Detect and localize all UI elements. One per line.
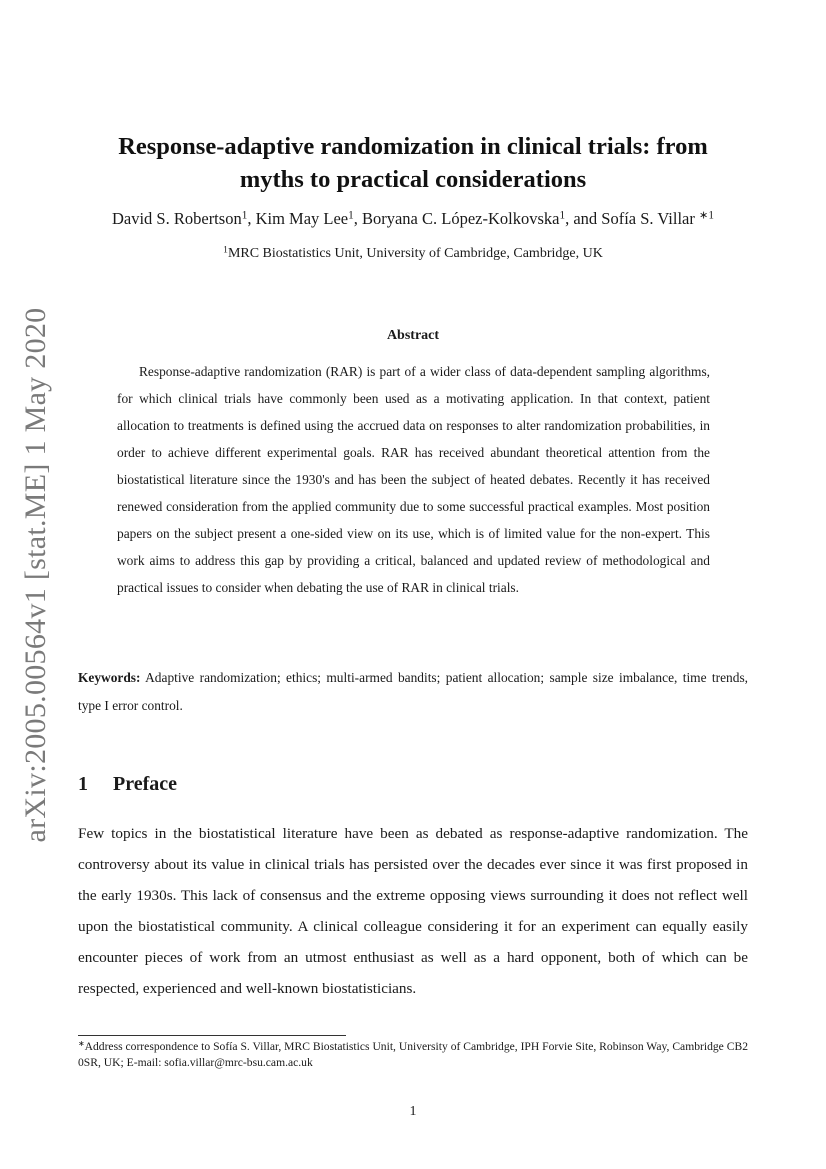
affiliation-text: MRC Biostatistics Unit, University of Cambridge, Cambridge, UK [227,246,603,261]
author-separator: , [247,209,256,228]
section-heading [78,770,177,798]
author-affiliation-mark: 1 [348,209,354,222]
author-name: Sofía S. Villar [601,209,699,228]
abstract-text: Response-adaptive randomization (RAR) is part of a wider class of data-dependent sampling algorithms, for which clinical trials have commonly been used as a motivating application. In that context, patient allocation to treatments is defined using the accrued data on responses to alter randomization probabilities, in order to achieve different experimental goals. RAR has received abundant theoretical attention from the biostatistical literature since the 1930's and has been the subject of heated debates. Recently it has received renewed consideration from the applied community due to some successful practical examples. Most position papers on the subject present a one-sided view on its use, which is of limited value for the non-expert. This work aims to address this gap by providing a critical, balanced and updated review of methodological and practical issues to consider when debating the use of RAR in clinical trials. [117,364,710,595]
author-list [40,208,786,230]
keywords-label: Keywords: [78,670,141,685]
paper-title-line-2: myths to practical considerations [239,166,587,193]
author-affiliation-mark: ∗1 [699,209,715,222]
author-separator: , and [565,209,602,228]
footnote-mark: ∗ [78,1039,85,1049]
section-paragraph: Few topics in the biostatistical literature have been as debated as response-adaptive randomization. The controversy about its value in clinical trials has persisted over the decades ever since it was first proposed in the early 1930s. This lack of consensus and the extreme opposing views surrounding it does not reflect well upon the biostatistical community. A clinical colleague considering it for an experiment can equally easily encounter pieces of work from an utmost enthusiast as well as a hard opponent, both of which can be respected, experienced and well-known biostatisticians. [78,825,748,997]
abstract-heading: Abstract [386,328,440,343]
keywords [78,664,748,720]
paper-title [60,130,766,196]
author-name: Kim May Lee [255,209,349,228]
keywords-text: Adaptive randomization; ethics; multi-armed bandits; patient allocation; sample size imbalance, time trends, type I error control. [78,670,749,713]
author-affiliation-mark: 1 [241,209,248,222]
page-number: 1 [409,1104,417,1119]
author-separator: , [353,209,362,228]
footnote-divider [78,1035,346,1036]
author-affiliation [60,244,766,264]
affiliation-mark: 1 [223,245,228,256]
paper-title-line-1: Response-adaptive randomization in clinical trials: from [118,133,708,160]
footnote-text: Address correspondence to Sofía S. Villar, MRC Biostatistics Unit, University of Cambridge, IPH Forvie Site, Robinson Way, Cambridge CB2 0SR, UK; E-mail: sofia.villar@mrc-bsu.cam.ac.uk [78,1040,748,1069]
author-name: Boryana C. López-Kolkovska [361,209,560,228]
author-affiliation-mark: 1 [559,209,566,222]
section-number: 1 [78,773,88,795]
arxiv-identifier-stamp: arXiv:2005.00564v1 [stat.ME] 1 May 2020 [19,307,52,843]
section-title: Preface [113,773,178,795]
footnote [78,1039,748,1071]
author-name: David S. Robertson [111,209,242,228]
